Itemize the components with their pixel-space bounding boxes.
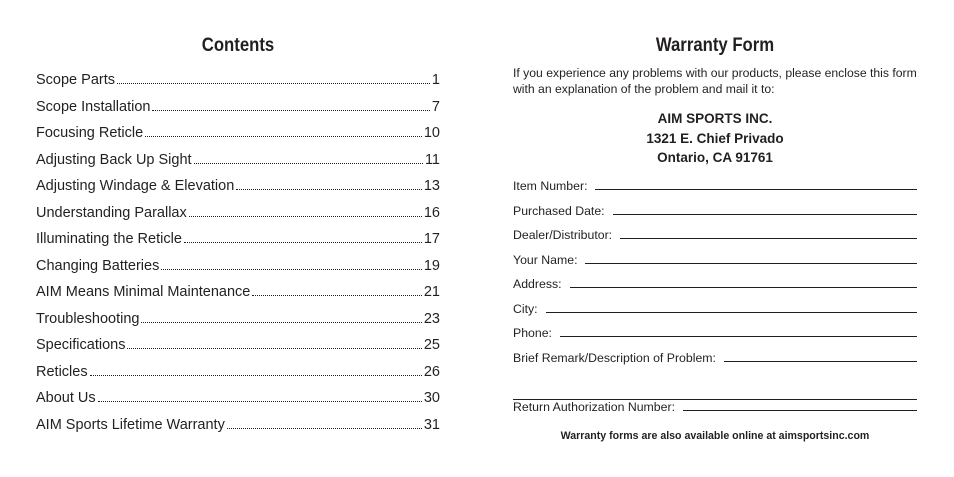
toc-item[interactable] bbox=[36, 178, 440, 205]
blank-line[interactable] bbox=[683, 409, 917, 411]
remark-continuation-line[interactable] bbox=[513, 375, 917, 400]
field-label: Phone: bbox=[513, 326, 552, 340]
toc-item-page: 21 bbox=[423, 284, 440, 300]
form-field-dealer bbox=[513, 228, 917, 253]
toc-item-label: AIM Sports Lifetime Warranty bbox=[36, 416, 225, 433]
toc-item-label: Focusing Reticle bbox=[36, 125, 144, 141]
dot-leader bbox=[161, 268, 422, 270]
form-field-name bbox=[513, 253, 917, 278]
form-fields bbox=[513, 179, 917, 424]
dot-leader bbox=[117, 82, 430, 84]
field-label: City: bbox=[513, 301, 538, 316]
blank-line[interactable] bbox=[585, 262, 917, 264]
form-field-phone bbox=[513, 326, 917, 351]
toc-item-page: 26 bbox=[423, 363, 440, 380]
mailing-address bbox=[513, 109, 917, 168]
toc-item-page: 31 bbox=[423, 416, 440, 433]
toc-item-label: Changing Batteries bbox=[36, 257, 160, 274]
dot-leader bbox=[141, 321, 421, 323]
contents-page bbox=[36, 0, 440, 477]
toc-item[interactable] bbox=[36, 311, 440, 338]
field-label: Address: bbox=[513, 277, 562, 291]
toc-item-label: AIM Means Minimal Maintenance bbox=[36, 284, 251, 300]
dot-leader bbox=[152, 109, 429, 111]
contents-list bbox=[36, 72, 440, 443]
field-label: Brief Remark/Description of Problem: bbox=[513, 350, 716, 365]
blank-line[interactable] bbox=[570, 286, 917, 288]
toc-item-label: Adjusting Windage & Elevation bbox=[36, 178, 235, 194]
dot-leader bbox=[98, 400, 422, 402]
dot-leader bbox=[189, 215, 422, 217]
dot-leader bbox=[145, 135, 422, 137]
toc-item-label: About Us bbox=[36, 390, 96, 406]
field-label: Return Authorization Number: bbox=[513, 399, 675, 414]
warranty-intro bbox=[513, 65, 923, 97]
toc-item-page: 17 bbox=[423, 231, 440, 247]
dot-leader bbox=[236, 188, 422, 190]
toc-item[interactable] bbox=[36, 258, 440, 285]
intro-line: with an explanation of the problem and mail it to: bbox=[513, 82, 775, 96]
dot-leader bbox=[252, 294, 421, 296]
toc-item-label: Specifications bbox=[36, 337, 126, 353]
toc-item-page: 23 bbox=[423, 310, 440, 327]
form-field-item-number bbox=[513, 179, 917, 204]
field-label: Item Number: bbox=[513, 179, 588, 193]
toc-item[interactable] bbox=[36, 231, 440, 258]
toc-item[interactable] bbox=[36, 284, 440, 311]
field-label: Your Name: bbox=[513, 252, 578, 267]
dot-leader bbox=[227, 427, 422, 429]
toc-item[interactable] bbox=[36, 99, 440, 126]
toc-item-label: Scope Parts bbox=[36, 72, 115, 88]
dot-leader bbox=[184, 241, 422, 243]
blank-line[interactable] bbox=[613, 213, 917, 215]
toc-item[interactable] bbox=[36, 390, 440, 417]
form-field-remark bbox=[513, 351, 917, 376]
address-line: AIM SPORTS INC. bbox=[657, 111, 773, 126]
toc-item-page: 10 bbox=[423, 125, 440, 141]
blank-line[interactable] bbox=[595, 188, 917, 190]
blank-line[interactable] bbox=[620, 237, 917, 239]
toc-item[interactable] bbox=[36, 152, 440, 179]
toc-item-label: Reticles bbox=[36, 363, 88, 380]
toc-item[interactable] bbox=[36, 205, 440, 232]
form-field-address bbox=[513, 277, 917, 302]
toc-item-label: Illuminating the Reticle bbox=[36, 231, 182, 247]
toc-item-page: 7 bbox=[431, 98, 440, 115]
warranty-footer-note: Warranty forms are also available online at aimsportsinc.com bbox=[560, 430, 870, 442]
warranty-form-page bbox=[513, 0, 917, 477]
toc-item-page: 13 bbox=[423, 178, 440, 194]
dot-leader bbox=[90, 374, 422, 376]
dot-leader bbox=[127, 347, 421, 349]
address-line: 1321 E. Chief Privado bbox=[646, 130, 784, 146]
form-field-purchased-date bbox=[513, 204, 917, 229]
form-field-city bbox=[513, 302, 917, 327]
toc-item[interactable] bbox=[36, 72, 440, 99]
toc-item-page: 11 bbox=[424, 151, 440, 168]
contents-title: Contents bbox=[201, 35, 275, 56]
toc-item-page: 30 bbox=[423, 390, 440, 406]
toc-item-page: 19 bbox=[423, 257, 440, 274]
field-label: Purchased Date: bbox=[513, 203, 605, 218]
toc-item[interactable] bbox=[36, 417, 440, 444]
toc-item-page: 25 bbox=[423, 337, 440, 353]
dot-leader bbox=[194, 162, 423, 164]
blank-line[interactable] bbox=[724, 360, 917, 362]
toc-item-label: Adjusting Back Up Sight bbox=[36, 151, 192, 168]
field-label: Dealer/Distributor: bbox=[513, 228, 613, 242]
address-line: Ontario, CA 91761 bbox=[657, 150, 773, 165]
toc-item-label: Scope Installation bbox=[36, 98, 151, 115]
toc-item-label: Troubleshooting bbox=[36, 310, 140, 327]
intro-line: If you experience any problems with our products, please enclose this form bbox=[513, 66, 917, 80]
blank-line[interactable] bbox=[560, 335, 917, 337]
toc-item-label: Understanding Parallax bbox=[36, 204, 187, 221]
toc-item-page: 16 bbox=[423, 204, 440, 221]
toc-item[interactable] bbox=[36, 364, 440, 391]
toc-item-page: 1 bbox=[431, 72, 440, 88]
toc-item[interactable] bbox=[36, 125, 440, 152]
blank-line[interactable] bbox=[546, 311, 917, 313]
warranty-form-title: Warranty Form bbox=[655, 35, 775, 56]
form-field-return-authorization bbox=[513, 400, 917, 425]
toc-item[interactable] bbox=[36, 337, 440, 364]
